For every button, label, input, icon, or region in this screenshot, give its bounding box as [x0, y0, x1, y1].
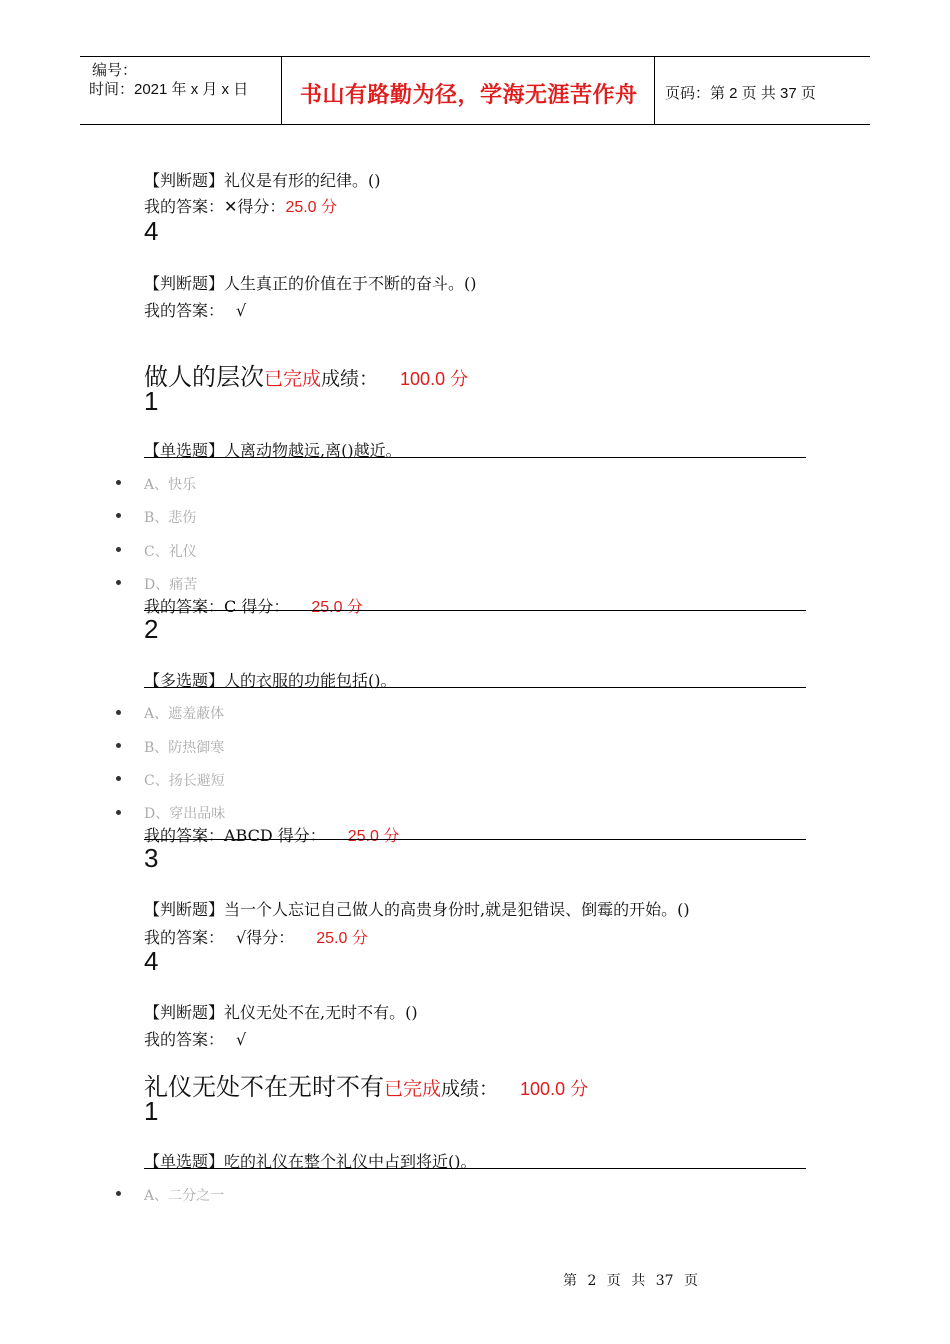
check-mark-icon: √: [236, 928, 247, 947]
answer-line: [144, 594, 363, 617]
question-text: 【单选题】人离动物越远,离()越近。: [144, 441, 402, 460]
question-text: 【判断题】礼仪是有形的纪律。(): [144, 171, 381, 190]
answer-line: [144, 925, 368, 948]
option-item: A、二分之一: [144, 1188, 225, 1204]
completion-status: 已完成: [264, 368, 322, 390]
option-bullet: [116, 480, 121, 485]
question-number: 1: [144, 386, 159, 416]
option-item: B、防热御寒: [144, 740, 225, 756]
header-page-label: 页码：第 2 页 共 37 页: [665, 85, 816, 102]
option-item: B、悲伤: [144, 510, 197, 526]
question-number: 2: [144, 614, 159, 644]
header-time-label: 时间：2021 年 x 月 x 日: [89, 81, 249, 98]
score-value: 25.0 分: [311, 599, 363, 616]
section-title-text: 礼仪无处不在无时不有: [144, 1073, 384, 1101]
header-top-rule: [80, 56, 870, 57]
answer-underline: [144, 839, 806, 840]
option-bullet: [116, 743, 121, 748]
option-item: C、礼仪: [144, 544, 197, 560]
answer-line: [144, 194, 337, 217]
option-bullet: [116, 810, 121, 815]
answer-prefix: 我的答案：: [144, 197, 225, 216]
option-bullet: [116, 513, 121, 518]
score-value: 25.0 分: [316, 930, 368, 947]
header-bottom-rule: [80, 124, 870, 125]
question-text: 【多选题】人的衣服的功能包括()。: [144, 671, 397, 690]
section-title: [144, 1067, 588, 1102]
score-value: 25.0 分: [347, 828, 400, 845]
question-text: 【判断题】人生真正的价值在于不断的奋斗。(): [144, 274, 477, 293]
answer-prefix: 我的答案：: [144, 301, 225, 320]
answer-line: [144, 823, 399, 846]
option-bullet: [116, 776, 121, 781]
option-bullet: [116, 580, 121, 585]
header-motto: 书山有路勤为径，学海无涯苦作舟: [300, 82, 638, 108]
question-text: 【判断题】礼仪无处不在,无时不有。(): [144, 1003, 418, 1022]
question-number: 3: [144, 843, 159, 873]
answer-prefix: 我的答案：: [144, 1030, 225, 1049]
question-number: 4: [144, 216, 159, 246]
question-text: 【单选题】吃的礼仪在整个礼仪中占到将近()。: [144, 1152, 477, 1171]
header-divider-right: [654, 56, 655, 124]
question-number: 4: [144, 946, 159, 976]
answer-prefix: 我的答案：: [144, 928, 225, 947]
completion-status: 已完成: [384, 1078, 442, 1100]
section-title-text: 做人的层次: [144, 363, 264, 391]
wrong-mark-icon: ✕: [224, 197, 238, 216]
grade-value: 100.0 分: [520, 1079, 589, 1099]
check-mark-icon: √: [236, 1030, 247, 1049]
option-bullet: [116, 1191, 121, 1196]
header-divider-left: [281, 56, 282, 124]
question-underline: [144, 687, 806, 688]
question-underline: [144, 1168, 806, 1169]
question-underline: [144, 457, 806, 458]
grade-value: 100.0 分: [400, 369, 469, 389]
answer-line: [144, 1027, 246, 1050]
section-title: [144, 357, 468, 392]
score-label: 得分：: [246, 928, 295, 947]
option-item: A、快乐: [144, 477, 197, 493]
page-footer: 第 2 页 共 37 页: [563, 1273, 698, 1289]
grade-label: 成绩：: [321, 368, 379, 390]
option-bullet: [116, 710, 121, 715]
option-item: D、痛苦: [144, 577, 198, 593]
question-text: 【判断题】当一个人忘记自己做人的高贵身份时,就是犯错误、倒霉的开始。(): [144, 900, 690, 919]
option-item: A、遮羞蔽体: [144, 706, 225, 722]
option-item: D、穿出品味: [144, 806, 226, 822]
answer-underline: [144, 610, 806, 611]
question-number: 1: [144, 1096, 159, 1126]
option-item: C、扬长避短: [144, 773, 225, 789]
answer-text: 我的答案：ABCD 得分：: [144, 826, 326, 845]
check-mark-icon: √: [236, 301, 247, 320]
option-bullet: [116, 547, 121, 552]
score-value: 25.0 分: [285, 199, 338, 216]
score-label: 得分：: [237, 197, 286, 216]
answer-line: [144, 298, 246, 321]
answer-text: 我的答案：C 得分：: [144, 597, 290, 616]
header-code-label: 编号：: [92, 62, 138, 79]
grade-label: 成绩：: [441, 1078, 499, 1100]
